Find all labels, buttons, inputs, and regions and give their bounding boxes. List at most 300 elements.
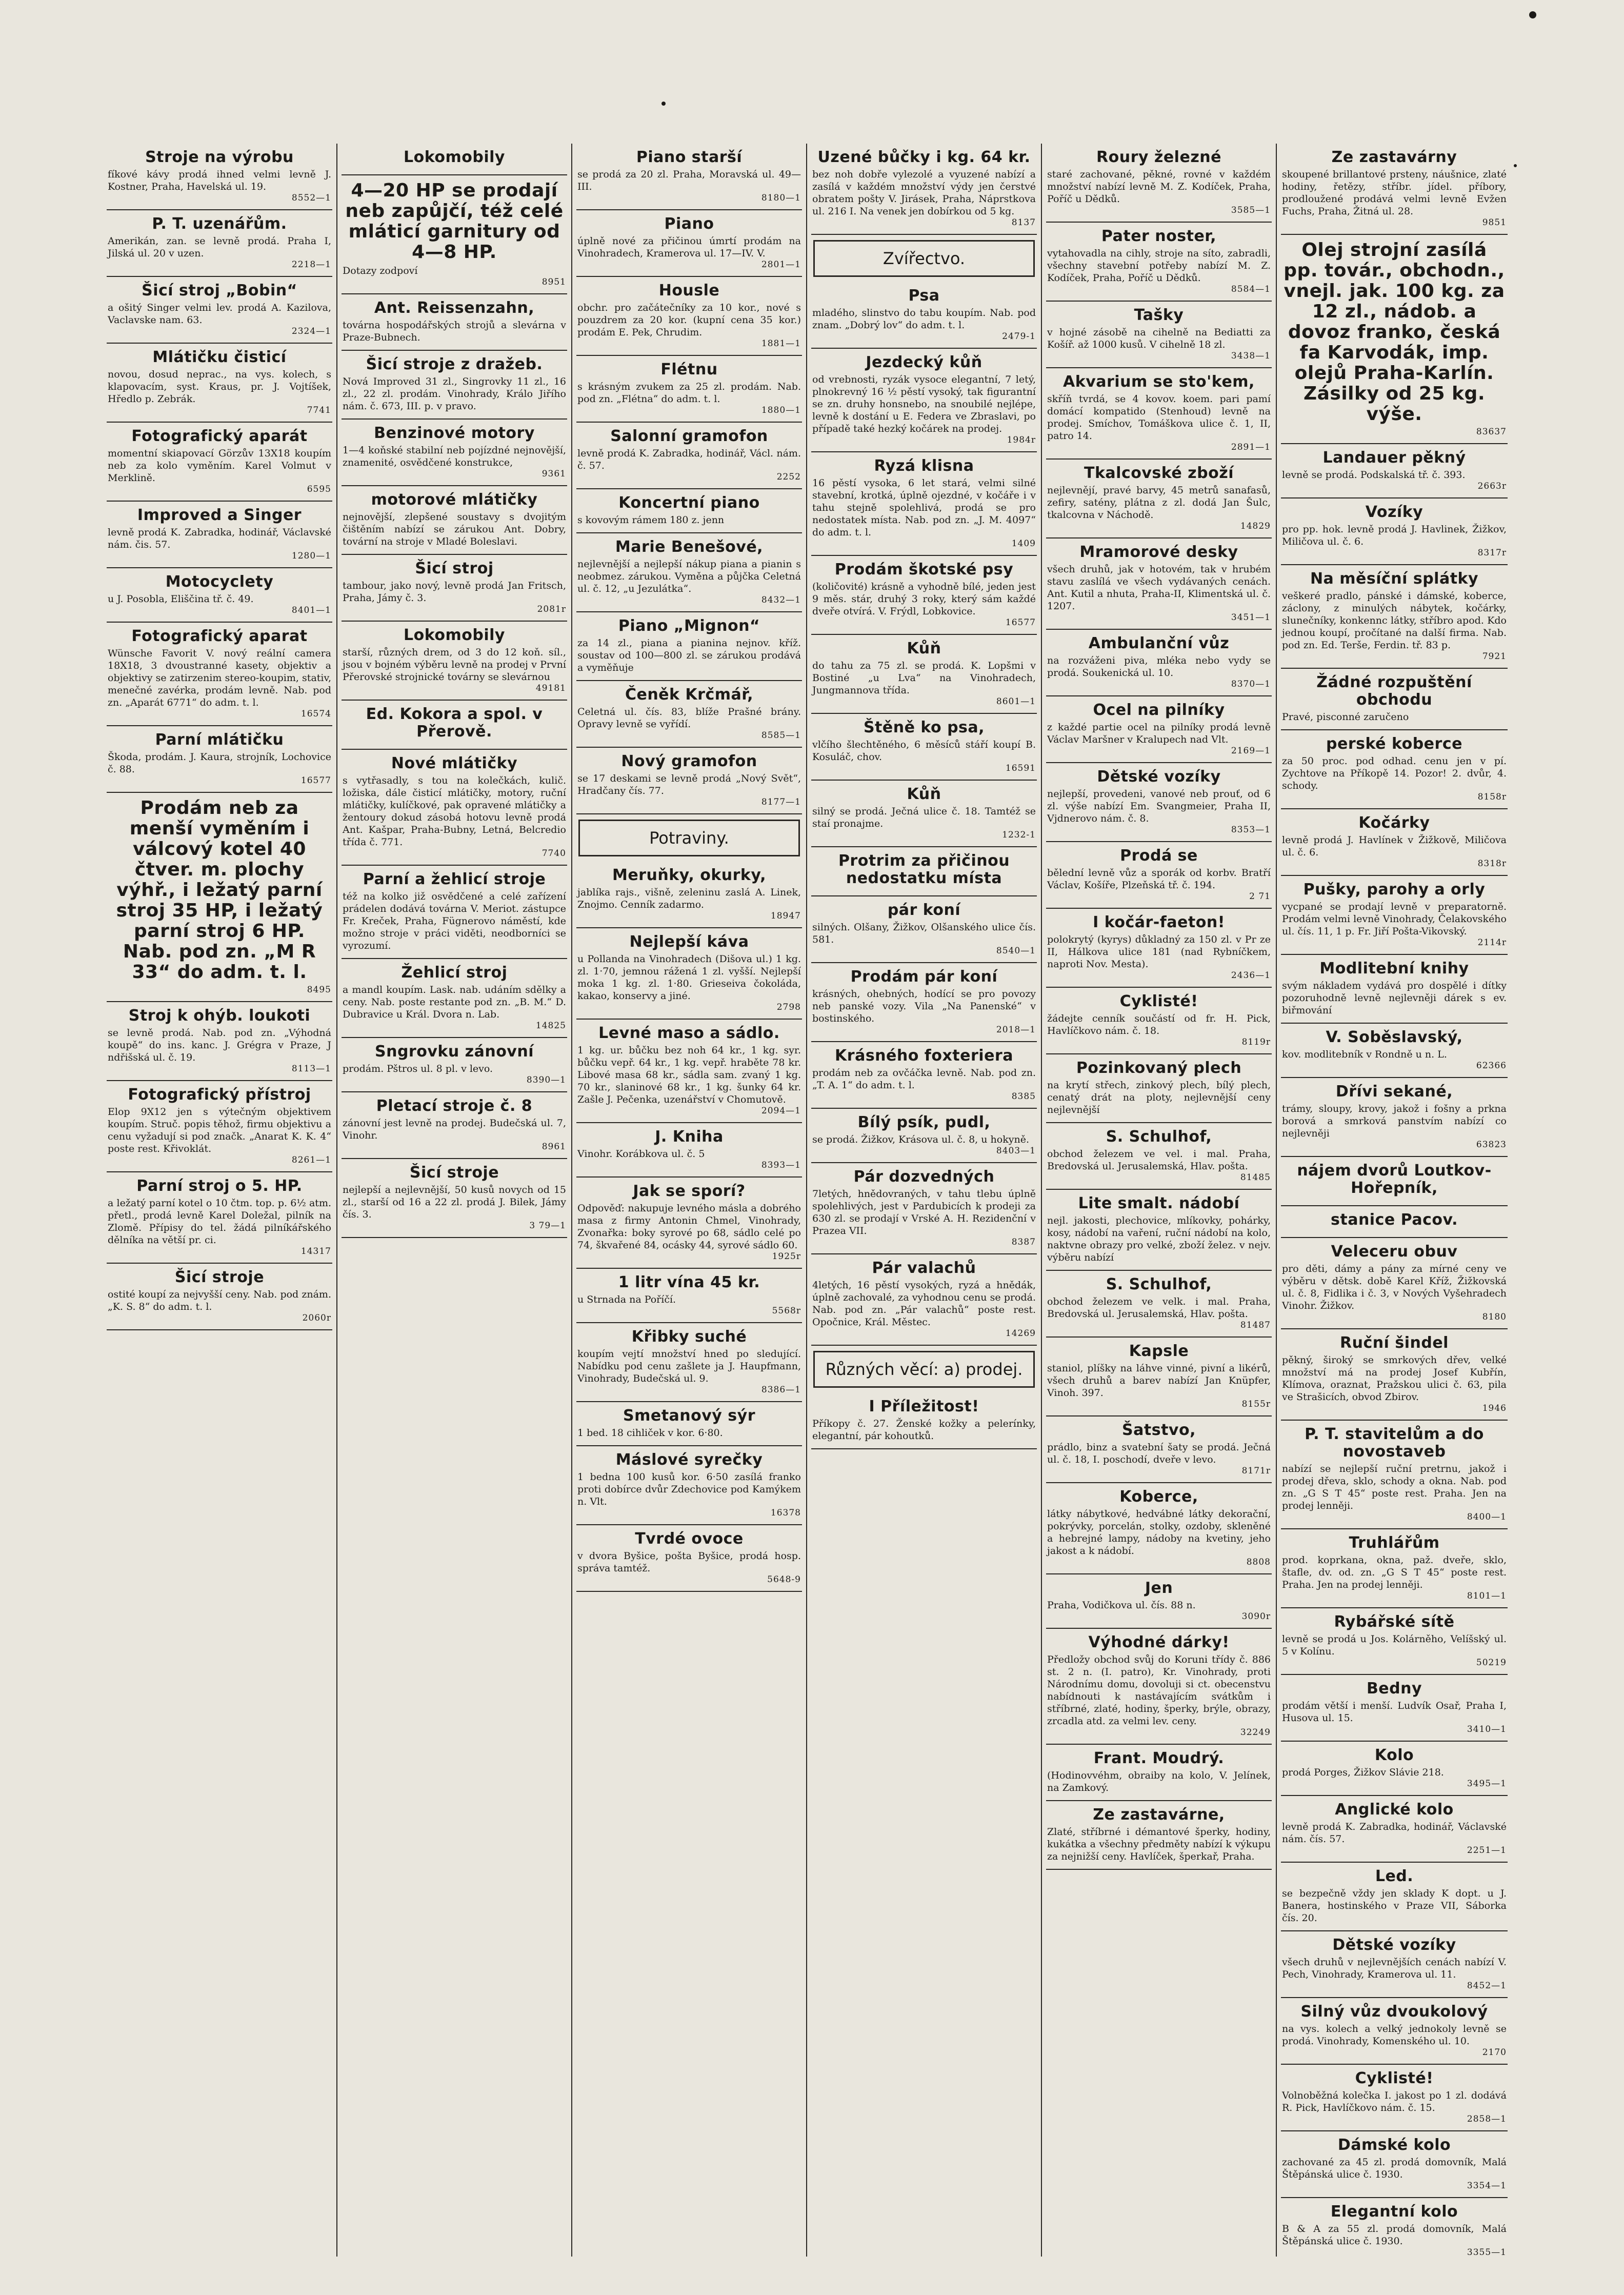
ad-headline: Nové mlátičky [391, 754, 518, 772]
classified-ad [1046, 1271, 1272, 1338]
ad-body-text: prodám větší i menší. Ludvík Osař, Praha I, Husova ul. 15. [1282, 1700, 1507, 1724]
ad-body-text: prodá Porges, Žižkov Slávie 218. [1282, 1767, 1444, 1778]
ad-headline: V. Soběslavský, [1326, 1028, 1463, 1046]
ad-headline: Protrim za přičinou nedostatku místa [838, 852, 1010, 887]
ad-body-text: s krásným zvukem za 25 zl. prodám. Nab. pod zn. „Flétna“ do adm. t. l. [577, 381, 801, 405]
ad-headline: Cyklisté! [1355, 2069, 1434, 2087]
ad-headline: Uzené bůčky i kg. 64 kr. [817, 148, 1031, 166]
ad-reference-code: 7921 [1482, 651, 1507, 662]
classified-ad [107, 1002, 332, 1081]
ad-body-text: prodám. Pštros ul. 8 pl. v levo. [343, 1063, 493, 1074]
ad-headline: S. Schulhof, [1106, 1128, 1212, 1146]
ad-body-text: levně prodá K. Zabradka, hodinář, Václavské nám. čís. 57. [1282, 1821, 1507, 1845]
ad-headline: motorové mlátičky [371, 491, 538, 509]
ad-headline: Šicí stroj „Bobin“ [142, 282, 297, 300]
ad-reference-code: 3451—1 [1231, 612, 1271, 623]
ad-body-text: obchod železem ve velk. i mal. Praha, Bredovská ul. Jerusalemská, Hlav. pošta. [1047, 1296, 1271, 1320]
ad-body-text: starší, různých drem, od 3 do 12 koň. síl., jsou v bojném výběru levně na prodej v První Přerovské strojnické továrny se slevárnou [343, 647, 566, 683]
ad-body-text: 1 bedna 100 kusů kor. 6·50 zasílá franko proti dobírce dvůr Zdechovice pod Kamýkem n. Vlt. [577, 1471, 801, 1507]
ad-headline: Výhodné dárky! [1088, 1633, 1230, 1651]
ad-headline: Prodá se [1120, 847, 1198, 865]
ad-reference-code: 2094—1 [761, 1106, 801, 1116]
ad-reference-code: 2801—1 [761, 260, 801, 270]
ad-reference-code: 8180—1 [761, 193, 801, 203]
ad-body-text: Wünsche Favorit V. nový reální camera 18X18, 3 dvoustranné kasety, objektiv a objektivy se zatirzenim stereo-koupim, stativ, menečné zavérka, prodám levně. Nab. pod zn. „Aparát 6771“ do adm. t. l. [108, 648, 331, 708]
classified-ad [576, 1323, 802, 1402]
ad-headline: Máslové syrečky [615, 1451, 763, 1469]
classified-ad [1281, 876, 1508, 955]
ad-headline: Landauer pěkný [1322, 449, 1466, 467]
ad-reference-code: 8370—1 [1231, 679, 1271, 689]
ad-reference-code: 1946 [1482, 1403, 1507, 1413]
classified-ad [1046, 696, 1272, 763]
ad-headline: Kůň [907, 785, 941, 803]
ad-reference-code: 81485 [1240, 1172, 1271, 1183]
ad-reference-code: 8495 [307, 985, 331, 995]
ad-body-text: momentní skiapovací Görzův 13X18 koupím neb za kolo vyměním. Karel Volmut v Merklině. [108, 448, 331, 484]
ad-reference-code: 8387 [1011, 1237, 1036, 1247]
ad-reference-code: 2114r [1477, 937, 1507, 948]
ad-body-text: 1 kg. ur. bůčku bez noh 64 kr., 1 kg. syr. bůčku vepř. 64 kr., 1 kg. vepř. hraběte 78 kr. Libové masa 68 kr., sádla sam. zvaný 1 kg. 70 kr., slaninové 68 kr., 1 kg. šunky 64 kr. Zašle J. Pečenka, uzenářství v Chomutově. [577, 1045, 801, 1105]
ad-headline: J. Kniha [655, 1128, 724, 1146]
ad-body-text: prod. koprkana, okna, paž. dveře, sklo, štafle, dv. od. zn. „G S T 45“ poste rest. Praha. Jen na prodej lenněji. [1282, 1554, 1507, 1590]
classified-ad [342, 701, 567, 750]
ad-reference-code: 8401—1 [291, 605, 331, 615]
classified-ad [1281, 2198, 1508, 2257]
ad-reference-code: 16577 [300, 775, 331, 786]
classified-ad [107, 726, 332, 793]
classified-ad [576, 277, 802, 356]
ad-headline: Frant. Moudrý. [1093, 1749, 1225, 1767]
classified-ad [342, 750, 567, 866]
ad-headline: Rybářské sítě [1334, 1613, 1455, 1631]
classified-ad [576, 748, 802, 814]
ad-body-text: veškeré pradlo, pánské i dámské, koberce, záclony, z minulých nábytek, kočárky, slunečníky, konkennc látky, stříbro apod. Kdo jednou koupí, pročítané na další firma. Nab. pod zn. Ed. Terše, Ferdin. tř. 83 p. [1282, 590, 1507, 651]
column-4 [807, 144, 1042, 2257]
ad-reference-code: 2218—1 [291, 260, 331, 270]
classified-ad [1281, 1931, 1508, 1998]
ad-body-text: (količovité) krásně a vyhodně bílé, jeden jest 9 měs. stár, druhý 3 roky, který sám každé dveře otvírá. V. Frýdl, Lobkovice. [812, 581, 1036, 617]
ad-reference-code: 8403—1 [996, 1146, 1036, 1156]
ad-headline: Ze zastavárny [1331, 148, 1457, 166]
ad-body-text: 1 bed. 18 cihliček v kor. 6·80. [577, 1427, 723, 1439]
ad-reference-code: 32249 [1240, 1727, 1271, 1738]
classified-ad [576, 356, 802, 423]
ad-headline: Žehlicí stroj [401, 964, 508, 982]
classified-ad [576, 1446, 802, 1525]
ad-headline: stanice Pacov. [1331, 1211, 1458, 1229]
ad-reference-code: 8452—1 [1467, 1981, 1507, 1991]
classified-ad [342, 622, 567, 701]
ad-headline: Dřívi sekané, [1335, 1083, 1453, 1101]
ad-headline: Prodám pár koní [850, 968, 998, 986]
classified-ad [107, 793, 332, 1002]
classified-ad [1281, 444, 1508, 498]
ad-body-text: skříň tvrdá, se 4 kovov. koem. pari pamí domácí kompatido (Stenhoud) levně na prodej. Smíchov, Tomáškova ulice č. 1, II, patro 14. [1047, 393, 1271, 442]
classified-ad [1281, 809, 1508, 876]
ad-headline: Lite smalt. nádobí [1078, 1194, 1240, 1212]
ad-body-text: prádlo, binz a svatební šaty se prodá. Ječná ul. č. 18, I. poschodí, dveře v levo. [1047, 1442, 1271, 1465]
ad-body-text: za 14 zl., piana a pianina nejnov. kříž. soustav od 100—800 zl. se zárukou prodává a vyměňuje [577, 637, 801, 673]
ad-body-text: bělední levně vůz a sporák od korbv. Bratří Václav, Košíře, Plzeňská tř. č. 194. [1047, 867, 1271, 891]
ad-reference-code: 7741 [307, 405, 331, 415]
ad-reference-code: 1925r [772, 1251, 801, 1262]
classified-ad [811, 556, 1037, 635]
ad-body-text: Příkopy č. 27. Ženské kožky a pelerínky, elegantní, pár kohoutků. [812, 1418, 1036, 1442]
ad-reference-code: 8386—1 [761, 1385, 801, 1395]
ad-reference-code: 8318r [1477, 859, 1507, 869]
ad-body-text: s vytřasadly, s tou na kolečkách, kulič. ložiska, dále čisticí mlátičky, motory, ruční mlátičky, kulíčkové, pak opravené mlátičky a žentoury dokud zásobá hotovu levně prodá Ant. Kašpar, Praha-Bubny, Letná, Belcredio třída č. 771. [343, 775, 566, 848]
ad-headline: Cyklisté! [1119, 992, 1198, 1010]
ad-headline: Nový gramofon [621, 752, 757, 770]
ad-body-text: svým nákladem vydává pro dospělé i dítky pozoruhodně levně nejlevněji dárek s ev. biřmování [1282, 980, 1507, 1016]
ad-reference-code: 8261—1 [291, 1155, 331, 1165]
classified-ad [811, 1109, 1037, 1163]
ad-body-text: pěkný, široký se smrkových dřev, velké množství má na prodej Josef Kubřín, Klímova, oraznat, Pražskou ulici č. 63, pila ve Strašicích, obvod Zbirov. [1282, 1354, 1507, 1403]
classified-ad [1046, 223, 1272, 302]
ad-body-text: tambour, jako nový, levně prodá Jan Fritsch, Praha, Jámy č. 3. [343, 580, 566, 604]
ad-headline: Parní a žehlicí stroje [363, 870, 546, 888]
ad-headline: I kočár-faeton! [1093, 913, 1225, 931]
ad-reference-code: 3090r [1241, 1611, 1271, 1622]
ad-reference-code: 16574 [300, 709, 331, 719]
ad-reference-code: 2252 [776, 472, 801, 482]
ad-headline: Piano starší [636, 148, 743, 166]
ad-headline: Piano [664, 215, 714, 233]
ad-body-text: z každé partie ocel na pilníky prodá levně Václav Maršner v Kralupech nad Vlt. [1047, 722, 1271, 745]
ad-reference-code: 8951 [542, 277, 566, 287]
section-heading: Různých věcí: a) prodej. [813, 1351, 1035, 1388]
classified-ad [107, 1264, 332, 1330]
classified-ad [576, 144, 802, 210]
classified-ad [107, 1172, 332, 1264]
ad-body-text: do tahu za 75 zl. se prodá. K. Lopšmi v Bostiné „u Lva“ na Vinohradech, Jungmannova třída. [812, 660, 1036, 696]
ad-body-text: polokrytý (kyrys) důkladný za 150 zl. v Pr ze II, Hálkova ulice 181 (nad Rybníčkem, naproti Nov. Mesta). [1047, 934, 1271, 970]
ad-reference-code: 2663r [1477, 481, 1507, 491]
ad-headline: Pár valachů [872, 1259, 976, 1277]
ad-headline: Psa [908, 287, 940, 305]
ad-body-text: levně se prodá u Jos. Kolárněho, Velíšský ul. 5 v Kolínu. [1282, 1633, 1507, 1657]
ad-headline: Ryzá klisna [874, 457, 974, 475]
ad-body-text: v hojné zásobě na cihelně na Bediatti za Košíř. až 1000 kusů. V cihelně 18 zl. [1047, 327, 1271, 350]
ad-body-text: a mandl koupím. Lask. nab. udáním sdělky a ceny. Nab. poste restante pod zn. „B. M.“ D. Dubravice u Král. Dvora n. Lab. [343, 984, 566, 1020]
ad-body-text: Zlaté, stříbrné i démantové šperky, hodiny, kukátka a všechny předměty nabízí k výkupu za nejnižší ceny. Havlíček, šperkař, Praha. [1047, 1826, 1271, 1862]
classified-ad [811, 349, 1037, 452]
ad-body-text: na rozváženi piva, mléka nebo vydy se prodá. Soukenická ul. 10. [1047, 655, 1271, 678]
column-5 [1042, 144, 1277, 2257]
ad-headline: Kůň [907, 640, 941, 657]
ad-body-text: od vrebnosti, ryzák vysoce elegantní, 7 letý, plnokrevný 16 ½ pěstí vysoký, tak figurantní se zn. druhy honsnebo, na snoubilé nejlépe, levně k dostání u E. Federa ve Zbraslavi, po případě také hezký kočárek na prodej. [812, 374, 1036, 434]
ad-body-text: zachované za 45 zl. prodá domovník, Malá Štěpánská ulice č. 1930. [1282, 2157, 1507, 2180]
ad-reference-code: 8317r [1477, 548, 1507, 558]
classified-ad [342, 1038, 567, 1092]
classified-ad [1281, 1998, 1508, 2065]
section-heading: Zvířectvo. [813, 240, 1035, 277]
ad-headline: perské koberce [1326, 735, 1462, 753]
ad-headline: Štěně ko psa, [863, 719, 985, 736]
classified-ad [811, 282, 1037, 349]
classified-ad [576, 1178, 802, 1269]
ad-body-text: bez noh dobře vylezolé a vyuzené nabízí a zasílá v každém množství výdy jen čerstvé obratem pošty V. Jirásek, Praha, Náprstkova ul. 216 I. Na venek jen dobírkou od 5 kg. [812, 169, 1036, 217]
classified-ad [1046, 1054, 1272, 1123]
ad-reference-code: 49181 [535, 683, 566, 693]
ad-headline: Ambulanční vůz [1088, 634, 1230, 652]
ad-body-text: (Hodinovvéhm, obraiby na kolo, V. Jelínek, na Zamkový. [1047, 1770, 1271, 1793]
ad-headline: Krásného foxteriera [835, 1047, 1013, 1065]
ad-reference-code: 2170 [1482, 2047, 1507, 2058]
ad-reference-code: 8400—1 [1467, 1512, 1507, 1522]
classified-ad [576, 423, 802, 489]
ad-headline: Akvarium se sto'kem, [1063, 373, 1255, 391]
ad-body-text: nejlevnějí, pravé barvy, 45 metrů sanafasů, zefiry, satény, plátna z zl. dodá Jan Šulc, tkalcovna v Náchodě. [1047, 485, 1271, 521]
column-6 [1277, 144, 1512, 2257]
ad-headline: Pletací stroje č. 8 [376, 1097, 533, 1115]
ad-headline: Benzinové motory [374, 424, 535, 442]
classified-ad [1281, 730, 1508, 809]
ink-spot [1529, 11, 1536, 18]
ad-body-text: za 50 proc. pod odhad. cenu jen v pí. Zychtove na Příkopě 14. Pozor! 2. dvůr, 4. schody. [1282, 755, 1507, 791]
ad-reference-code: 1880—1 [761, 405, 801, 415]
ad-reference-code: 8171r [1241, 1466, 1271, 1476]
classified-ad [811, 847, 1037, 896]
classified-ad [576, 1123, 802, 1178]
ad-reference-code: 1984r [1007, 435, 1036, 445]
ad-reference-code: 8177—1 [761, 797, 801, 807]
ad-headline: Žádné rozpuštění obchodu [1316, 673, 1472, 709]
ad-headline: Roury železné [1096, 148, 1221, 166]
ad-headline: Šicí stroje [174, 1268, 265, 1286]
ad-body-text: též na kolko již osvědčené a celé zařízení prádelen dodává továrna V. Meriot. zástupce Fr. Kreček, Praha, Fügnerovo náměstí, kde možno stroje v práci viděti, neodborníci se vyrozumí. [343, 891, 566, 951]
ad-body-text: obchr. pro začátečníky za 10 kor., nové s pouzdrem za 20 kor. (kupní cena 35 kor.) prodám E. Pek, Chrudim. [577, 302, 801, 338]
classified-ad [1281, 2065, 1508, 2131]
ad-reference-code: 16378 [770, 1508, 801, 1518]
ad-reference-code: 2479-1 [1002, 331, 1036, 342]
classified-ad [1046, 842, 1272, 909]
classified-ad [576, 1525, 802, 1592]
ad-headline: Anglické kolo [1335, 1801, 1454, 1819]
ad-body-text: vycpané se prodají levně v preparatorně. Prodám velmi levně Vinohrady, Čelakovského ul. čís. 11, 1 p. Fr. Jiří Pošta-Vikovský. [1282, 901, 1507, 937]
ad-headline: Mramorové desky [1079, 543, 1238, 561]
classified-ad [342, 351, 567, 420]
classified-ad [576, 1402, 802, 1446]
ad-body-text: vlčího šlechtěného, 6 měsíců stáří koupí B. Kosuláč, chov. [812, 739, 1036, 763]
classified-ad [1046, 1801, 1272, 1870]
ad-body-text: na vys. kolech a velký jednokoly levně se prodá. Vinohrady, Komenského ul. 10. [1282, 2023, 1507, 2047]
ad-body-text: a ošitý Singer velmi lev. prodá A. Kazilova, Vaclavske nam. 63. [108, 302, 331, 326]
ad-body-text: úplně nové za přičinou úmrtí prodám na Vinohradech, Kramerova ul. 17—IV. V. [577, 235, 801, 259]
ad-reference-code: 16577 [1005, 617, 1036, 628]
ad-headline: Salonní gramofon [610, 427, 768, 445]
classified-ad [342, 1092, 567, 1159]
ad-reference-code: 3438—1 [1231, 351, 1271, 361]
ad-headline: Piano „Mignon“ [618, 617, 760, 635]
ad-headline: Tašky [1134, 306, 1184, 324]
ad-headline: 4—20 HP se prodají neb zapůjčí, též celé mláticí garnitury od 4—8 HP. [345, 180, 564, 263]
classified-ad [1046, 909, 1272, 988]
classified-ad [1281, 1796, 1508, 1863]
ad-body-text: Nová Improved 31 zl., Singrovky 11 zl., 16 zl., 22 zl. prodám. Vinohrady, Králo Jiřího nám. č. 673, III. p. v pravo. [343, 376, 566, 412]
ad-headline: Led. [1375, 1867, 1414, 1885]
ad-reference-code: 18947 [770, 911, 801, 921]
ad-headline: Šicí stroj [415, 560, 494, 577]
ad-body-text: nejlepší, provedeni, vanové neb prouť, od 6 zl. výše nabízí Em. Svangmeier, Praha II, Vjdnerovo nám. č. 8. [1047, 788, 1271, 824]
ad-body-text: 1—4 koňské stabilní neb pojízdné nejnovější, znamenité, osvědčené konstrukce, [343, 445, 566, 468]
ad-body-text: se 17 deskami se levně prodá „Nový Svět“, Hradčany čís. 77. [577, 773, 801, 796]
ad-reference-code: 3585—1 [1231, 205, 1271, 215]
classified-ad [1046, 763, 1272, 842]
ad-reference-code: 2891—1 [1231, 442, 1271, 452]
classified-ad [1281, 1608, 1508, 1675]
ad-reference-code: 3410—1 [1467, 1724, 1507, 1734]
ad-headline: Parní mlátičku [155, 731, 284, 749]
ad-reference-code: 2858—1 [1467, 2114, 1507, 2124]
ad-headline: Kapsle [1129, 1342, 1189, 1360]
ad-body-text: Předložy obchod svůj do Koruni třídy č. 886 st. 2 n. (I. patro), Kr. Vinohrady, proti Národnímu domu, dovoluji si ct. obecenstvu nabídnouti k nastávajícím svátkům i stříbrné, zlaté, hodiny, šperky, brýle, obrazy, zrcadla atd. za velmi lev. ceny. [1047, 1654, 1271, 1727]
ad-reference-code: 2251—1 [1467, 1845, 1507, 1855]
ad-headline: Jezdecký kůň [866, 353, 983, 371]
ad-reference-code: 5648-9 [767, 1574, 801, 1585]
classified-ad [1281, 1863, 1508, 1931]
classified-ad [811, 896, 1037, 963]
ad-body-text: staré zachované, pěkné, rovné v každém množství nabízí levně M. Z. Kodíček, Praha, Poříč u Dědků. [1047, 169, 1271, 205]
ad-headline: Šicí stroje z dražeb. [366, 355, 543, 373]
classified-ad [1281, 1078, 1508, 1157]
ad-body-text: pro děti, dámy a pány za mírné ceny ve výběru v dětsk. době Karel Kříž, Žižkovská ul. č. 8, Fidlika i č. 3, v Nových Vyšehradech Vinohr. Žižkov. [1282, 1263, 1507, 1311]
ad-headline: Vozíky [1365, 503, 1423, 521]
ad-body-text: skoupené brillantové prsteny, náušnice, zlaté hodiny, řetězy, stříbr. jídel. příbory, prodloužené prodává velmi levně Evžen Fuchs, Praha, Žitná ul. 28. [1282, 169, 1507, 217]
ad-body-text: silný se prodá. Ječná ulice č. 18. Tamtéž se staí pronajme. [812, 806, 1036, 829]
ad-headline: Housle [658, 282, 720, 300]
ad-reference-code: 8585—1 [761, 730, 801, 741]
classified-ad [342, 555, 567, 622]
ad-body-text: Škoda, prodám. J. Kaura, strojník, Lochovice č. 88. [108, 751, 331, 775]
ad-reference-code: 14825 [535, 1021, 566, 1031]
ad-headline: I Příležitost! [869, 1398, 979, 1415]
ad-reference-code: 3495—1 [1467, 1779, 1507, 1789]
ad-headline: 1 litr vína 45 kr. [618, 1273, 760, 1291]
classified-ad [576, 1269, 802, 1323]
ad-reference-code: 8155r [1241, 1399, 1271, 1409]
classified-ad [1046, 988, 1272, 1054]
ad-reference-code: 81487 [1240, 1320, 1271, 1330]
classified-ad [811, 781, 1037, 847]
ad-headline: Ze zastavárne, [1093, 1806, 1225, 1824]
ad-reference-code: 2169—1 [1231, 746, 1271, 756]
ad-headline: Fotografický přístroj [128, 1086, 311, 1104]
ad-body-text: Vinohr. Korábkova ul. č. 5 [577, 1148, 705, 1160]
ad-headline: Meruňky, okurky, [612, 866, 767, 884]
ad-headline: Nejlepší káva [629, 933, 749, 951]
ad-body-text: fíkové kávy prodá ihned velmi levně J. Kostner, Praha, Havelská ul. 19. [108, 169, 331, 192]
classified-ad [1046, 1123, 1272, 1190]
ad-headline: Jen [1145, 1579, 1173, 1597]
ad-body-text: mladého, slinstvo do tabu koupím. Nab. pod znam. „Dobrý lov“ do adm. t. l. [812, 307, 1036, 331]
ink-spot [1514, 164, 1517, 167]
ad-headline: Ant. Reissenzahn, [374, 299, 535, 317]
classified-ad [1281, 2131, 1508, 2198]
ad-reference-code: 6595 [307, 484, 331, 494]
ad-reference-code: 14269 [1005, 1328, 1036, 1339]
classified-ad [811, 1163, 1037, 1254]
ad-headline: Tvrdé ovoce [635, 1530, 744, 1548]
ad-body-text: Odpověď: nakupuje levného másla a dobrého masa z firmy Antonin Chmel, Vinohrady, Zvonařka: boky syrové po 68, sádlo celé po 74, škvařené 84, ocásky 44, syrové sádlo 60. [577, 1203, 801, 1251]
ad-reference-code: 1232-1 [1002, 830, 1036, 840]
ad-body-text: jablíka rajs., višně, zeleninu zaslá A. Linek, Znojmo. Cenník zadarmo. [577, 887, 801, 910]
classified-ad [342, 420, 567, 486]
ad-headline: Prodám neb za menší vyměním i válcový kotel 40 čtver. m. plochy výhř., i ležatý parní stroj 35 HP, i ležatý parní stroj 6 HP. Nab. pod zn. „M R 33“ do adm. t. l. [116, 797, 323, 983]
column-1 [103, 144, 337, 2257]
classified-ad [1046, 302, 1272, 368]
classified-ad [811, 714, 1037, 781]
ad-body-text: staniol, plíšky na láhve vinné, pivní a likérů, všech druhů a barev nabízí Jan Knüpfer, Vinoh. 397. [1047, 1363, 1271, 1399]
ad-headline: Ed. Kokora a spol. v Přerově. [366, 705, 543, 741]
ad-headline: Na měsíční splátky [1310, 570, 1479, 588]
ad-reference-code: 1280—1 [291, 551, 331, 561]
ad-body-text: Celetná ul. čís. 83, blíže Prašné brány. Opravy levně se vyřídí. [577, 706, 801, 730]
classified-ad [1281, 1329, 1508, 1421]
classified-ad [342, 175, 567, 294]
ad-body-text: se bezpečně vždy jen sklady K dopt. u J. Banera, hostinského v Praze VII, Sáborka čís. 20. [1282, 1888, 1507, 1924]
classified-ad [811, 1042, 1037, 1109]
ad-headline: Šicí stroje [409, 1164, 499, 1182]
ad-reference-code: 2060r [302, 1313, 331, 1323]
ad-headline: P. T. stavitelům a do novostaveb [1305, 1425, 1484, 1461]
classified-ad [1281, 565, 1508, 669]
ad-body-text: na krytí střech, zinkový plech, bílý plech, cenatý drát na ploty, nejlevnější ceny nejlevnější [1047, 1080, 1271, 1115]
ad-headline: Lokomobily [404, 148, 505, 166]
ad-body-text: novou, dosud neprac., na vys. kolech, s klapovacím, syst. Kraus, pr. J. Vojtíšek, Hředlo p. Zebrák. [108, 369, 331, 405]
ad-headline: Smetanový sýr [623, 1407, 756, 1425]
ad-headline: Elegantní kolo [1330, 2203, 1458, 2221]
ad-reference-code: 3355—1 [1467, 2247, 1507, 2257]
ad-body-text: 7letých, hnědovraných, v tahu tlebu úplně spolehlivých, jest v Pardubicích k prodeji za 630 zl. se prodají v Vrské A. H. Rezidenční v Prazea VII. [812, 1188, 1036, 1236]
classified-ad [342, 144, 567, 175]
ad-headline: Stroje na výrobu [145, 148, 294, 166]
ad-body-text: Pravé, pisconné zaručeno [1282, 711, 1409, 723]
ad-body-text: nejnovější, zlepšené soustavy s dvojitým čištěním nabízí se zárukou Ant. Dobry, tovární na stroje v Mladé Boleslavi. [343, 511, 566, 547]
classified-ad [1281, 235, 1508, 444]
ad-headline: Tkalcovské zboží [1084, 464, 1234, 482]
ad-reference-code: 8119r [1241, 1037, 1271, 1047]
ad-reference-code: 2324—1 [291, 326, 331, 336]
ad-reference-code: 8393—1 [761, 1160, 801, 1170]
ad-reference-code: 16591 [1005, 763, 1036, 773]
ad-headline: Lokomobily [404, 626, 505, 644]
ad-body-text: pro pp. hok. levně prodá J. Havlinek, Žižkov, Miličova ul. č. 6. [1282, 524, 1507, 547]
ad-body-text: s kovovým rámem 180 z. jenn [577, 514, 725, 526]
ad-headline: Prodám škotské psy [834, 561, 1014, 578]
ad-headline: Silný vůz dvoukolový [1300, 2003, 1488, 2021]
classified-ad [1046, 538, 1272, 630]
ad-reference-code: 8808 [1246, 1557, 1271, 1567]
ad-headline: Fotografický aparát [131, 427, 308, 445]
ad-body-text: nejl. jakosti, plechovice, mlíkovky, pohárky, kosy, nádobí na vaření, ruční nádobí na kolo, naktvne obrazy pro velké, zboží želez. v nejv. výběru nabízí [1047, 1215, 1271, 1263]
ad-reference-code: 14829 [1240, 521, 1271, 531]
classified-ad [1046, 1745, 1272, 1801]
ad-headline: Sngrovku zánovní [374, 1043, 534, 1061]
ad-headline: Jak se sporí? [633, 1182, 746, 1200]
classified-ad [576, 862, 802, 928]
classified-ad [342, 1159, 567, 1238]
ad-reference-code: 2081r [537, 604, 566, 614]
ad-body-text: Dotazy zodpoví [343, 265, 418, 276]
ad-body-text: se levně prodá. Nab. pod zn. „Výhodná koupě“ do ins. kanc. J. Grégra v Praze, J ndřišská ul. č. 19. [108, 1027, 331, 1063]
ad-headline: Improved a Singer [137, 506, 302, 524]
classified-ad [811, 1393, 1037, 1449]
ad-reference-code: 9361 [542, 469, 566, 479]
ad-headline: nájem dvorů Loutkov-Hořepník, [1297, 1162, 1492, 1197]
ad-reference-code: 2018—1 [996, 1025, 1036, 1035]
